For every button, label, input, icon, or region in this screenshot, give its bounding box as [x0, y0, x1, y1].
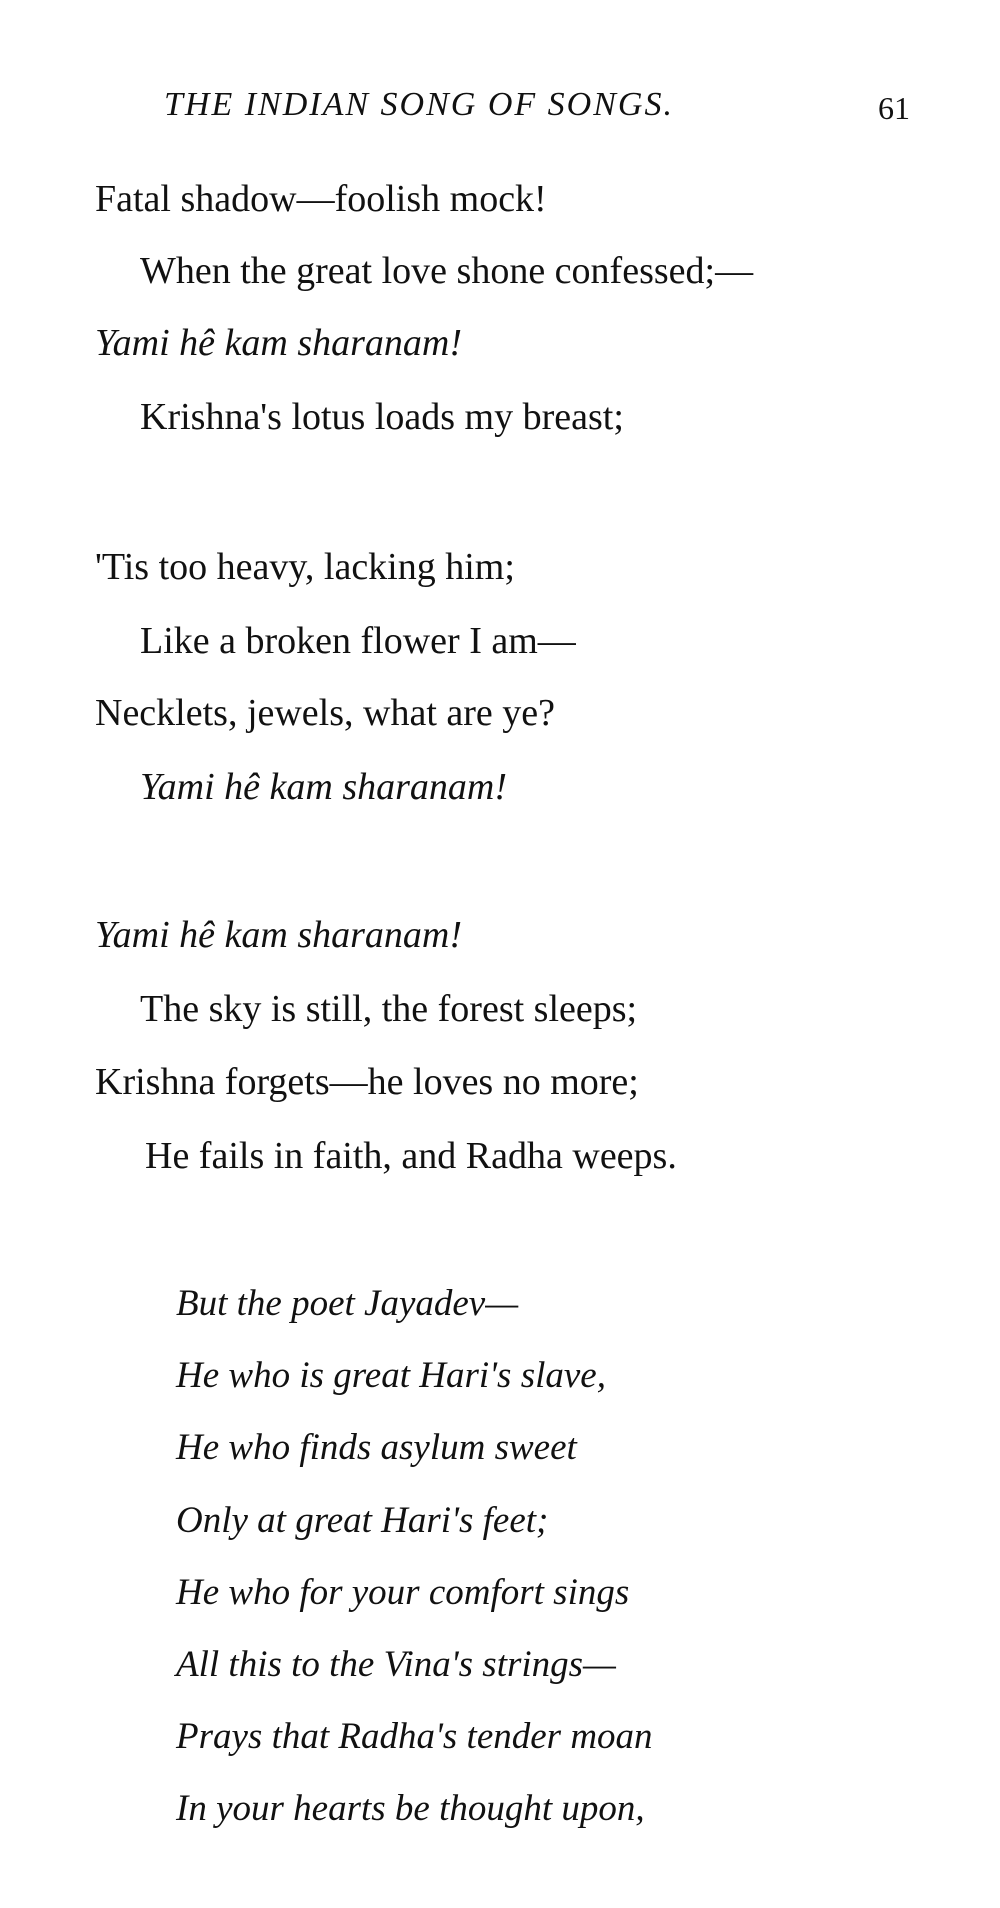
envoi-line: He who finds asylum sweet: [176, 1427, 577, 1468]
envoi-line: In your hearts be thought upon,: [176, 1788, 645, 1829]
envoi-line: But the poet Jayadev—: [176, 1283, 519, 1324]
poem-line: The sky is still, the forest sleeps;: [140, 988, 638, 1030]
poem-line-refrain: Yami hê kam sharanam!: [95, 914, 462, 956]
poem-line: When the great love shone confessed;—: [140, 250, 754, 292]
envoi-line: He who for your comfort sings: [176, 1572, 630, 1613]
envoi-line: Only at great Hari's feet;: [176, 1500, 549, 1541]
poem-line-refrain: Yami hê kam sharanam!: [140, 766, 507, 808]
running-title: THE INDIAN SONG OF SONGS.: [164, 86, 674, 123]
page-number: 61: [878, 90, 910, 126]
poem-line: Krishna forgets—he loves no more;: [95, 1061, 639, 1103]
poem-line: Necklets, jewels, what are ye?: [95, 692, 556, 734]
poem-line-refrain: Yami hê kam sharanam!: [95, 322, 462, 364]
poem-line: Fatal shadow—foolish mock!: [95, 178, 547, 220]
envoi-line: All this to the Vina's strings—: [176, 1644, 616, 1685]
poem-line: 'Tis too heavy, lacking him;: [95, 546, 515, 588]
envoi-line: Prays that Radha's tender moan: [176, 1716, 653, 1757]
poem-line: He fails in faith, and Radha weeps.: [145, 1135, 677, 1177]
poem-line: Krishna's lotus loads my breast;: [140, 396, 624, 438]
poem-line: Like a broken flower I am—: [140, 620, 576, 662]
envoi-line: He who is great Hari's slave,: [176, 1355, 606, 1396]
